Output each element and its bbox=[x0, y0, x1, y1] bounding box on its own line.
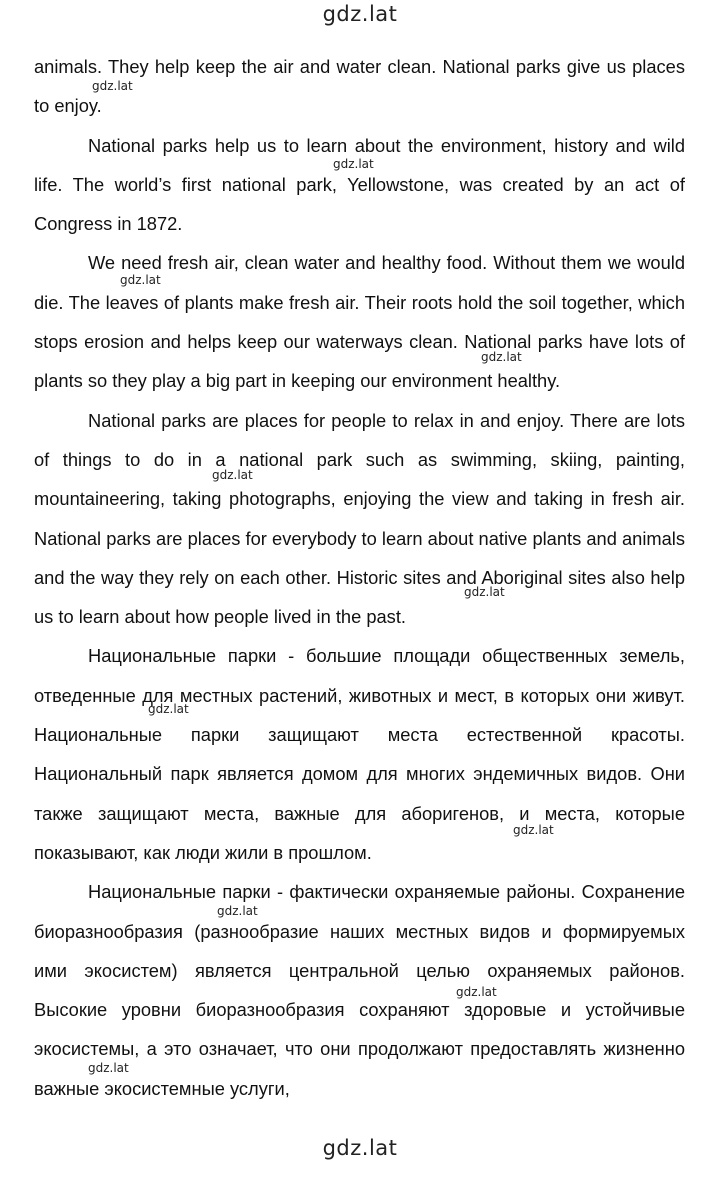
watermark: gdz.lat bbox=[217, 904, 258, 918]
paragraph-2: National parks help us to learn about the environment, history and wild life. The world’s first national park, Yellowstone, was created by an act of Congress in 1872. bbox=[34, 134, 685, 235]
paragraph-5-ru: Национальные парки - большие площади общественных земель, отведенные для местных растений, животных и мест, в которых они живут. Национальные парки защищают места естественной красоты. Национальный парк является домом для многих эндемичных видов. Они также защищают места, важные для аборигенов, и места, которые показывают, как люди жили в прошлом. bbox=[34, 645, 685, 863]
paragraph-4: National parks are places for people to relax in and enjoy. There are lots of things to do in a national park such as swimming, skiing, painting, mountaineering, taking photographs, enjoying the view and taking in fresh air. National parks are places for everybody to learn about native plants and animals and the way they rely on each other. Historic sites and Aboriginal sites also help us to learn about how people lived in the past. bbox=[34, 409, 685, 628]
watermark: gdz.lat bbox=[333, 157, 374, 171]
document-body bbox=[34, 47, 685, 1108]
paragraph-1: animals. They help keep the air and water clean. National parks give us places to enjoy. bbox=[34, 56, 685, 117]
watermark: gdz.lat bbox=[456, 985, 497, 999]
watermark: gdz.lat bbox=[88, 1061, 129, 1075]
page-footer-site: gdz.lat bbox=[322, 1136, 398, 1160]
watermark: gdz.lat bbox=[148, 702, 189, 716]
watermark: gdz.lat bbox=[212, 468, 253, 482]
watermark: gdz.lat bbox=[92, 79, 133, 93]
watermark: gdz.lat bbox=[464, 585, 505, 599]
paragraph-6-ru: Национальные парки - фактически охраняемые районы. Сохранение биоразнообразия (разнообразие наших местных видов и формируемых ими экосистем) является центральной целью охраняемых районов. Высокие уровни биоразнообразия сохраняют здоровые и устойчивые экосистемы, а это означает, что они продолжают предоставлять жизненно важные экосистемные услуги, bbox=[34, 881, 685, 1099]
watermark: gdz.lat bbox=[120, 273, 161, 287]
page-header-site: gdz.lat bbox=[322, 2, 398, 26]
paragraph-3: We need fresh air, clean water and healthy food. Without them we would die. The leaves of plants make fresh air. Their roots hold the soil together, which stops erosion and helps keep our waterways clean. National parks have lots of plants so they play a big part in keeping our environment healthy. bbox=[34, 252, 685, 392]
watermark: gdz.lat bbox=[513, 823, 554, 837]
watermark: gdz.lat bbox=[481, 350, 522, 364]
